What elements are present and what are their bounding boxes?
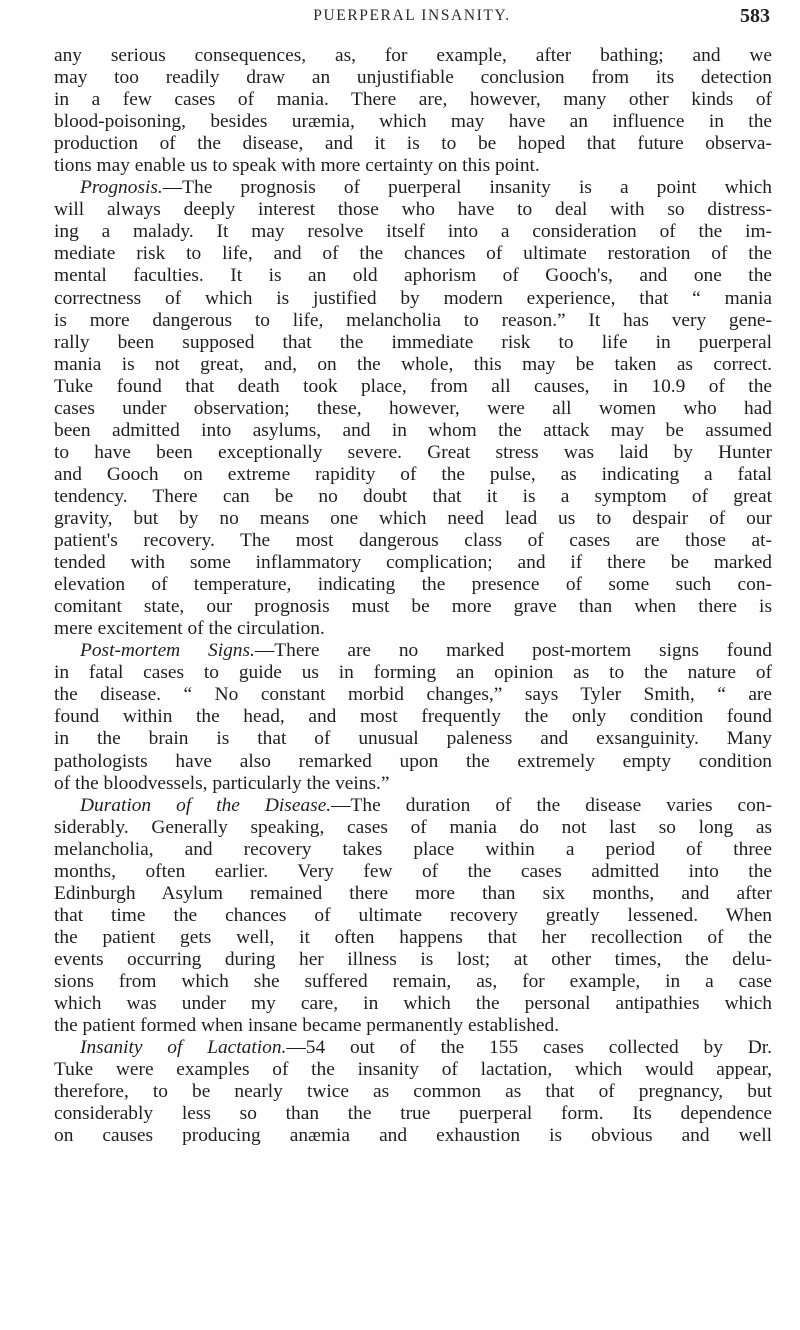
text-run: —The prognosis of puerperal insanity is a point which [162,177,772,199]
text-line: therefore, to be nearly twice as common as that of pregnancy, but [54,1081,772,1103]
page-number: 583 [740,5,770,27]
paragraph-insanity-of-lactation [54,1037,772,1147]
text-line: mediate risk to life, and of the chances of ultimate restoration of the [54,243,772,265]
text-line: comitant state, our prognosis must be more grave than when there is [54,596,772,618]
text-line: and Gooch on extreme rapidity of the pulse, as indicating a fatal [54,463,772,485]
text-line: siderably. Generally speaking, cases of mania do not last so long as [54,816,772,838]
text-line: been admitted into asylums, and in whom the attack may be assumed [54,419,772,441]
text-line: correctness of which is justified by modern experience, that “ mania [54,287,772,309]
text-run: —54 out of the 155 cases collected by Dr. [286,1037,772,1059]
text-line: patient's recovery. The most dangerous class of cases are those at- [54,530,772,552]
text-line [54,640,772,662]
text-line: pathologists have also remarked upon the extremely empty condition [54,750,772,772]
text-line: Edinburgh Asylum remained there more than six months, and after [54,882,772,904]
text-line: tions may enable us to speak with more certainty on this point. [54,155,540,177]
text-line: in fatal cases to guide us in forming an opinion as to the nature of [54,662,772,684]
text-line: the patient gets well, it often happens that her recollection of the [54,926,772,948]
running-title: PUERPERAL INSANITY. [313,7,511,24]
text-line: tended with some inflammatory complication; and if there be marked [54,552,772,574]
paragraph-prognosis [54,177,772,640]
text-line: found within the head, and most frequently the only condition found [54,706,772,728]
text-line: Tuke were examples of the insanity of lactation, which would appear, [54,1059,772,1081]
text-line [54,795,772,817]
text-run: —The duration of the disease varies con- [331,794,772,816]
text-line: blood-poisoning, besides uræmia, which may have an influence in the [54,111,772,133]
text-line: may too readily draw an unjustifiable conclusion from its detection [54,67,772,89]
body-text [54,45,772,1147]
text-line: events occurring during her illness is lost; at other times, the delu- [54,948,772,970]
text-line: the patient formed when insane became permanently established. [54,1015,560,1037]
text-line: the disease. “ No constant morbid changes,” says Tyler Smith, “ are [54,684,772,706]
section-heading-lactation: Insanity of Lactation. [80,1037,287,1059]
section-heading-post-mortem-signs: Post-mortem Signs. [80,640,255,662]
text-line: on causes producing anæmia and exhaustion is obvious and well [54,1125,772,1147]
text-line: cases under observation; these, however, were all women who had [54,397,772,419]
text-line: production of the disease, and it is to be hoped that future observa- [54,133,772,155]
text-line: any serious consequences, as, for example, after bathing; and we [54,45,772,66]
section-heading-prognosis: Prognosis. [80,177,163,199]
text-line: to have been exceptionally severe. Great stress was laid by Hunter [54,441,772,463]
text-line: in the brain is that of unusual paleness and exsanguinity. Many [54,728,772,750]
text-run: —There are no marked post-mortem signs found [254,640,772,662]
text-line: in a few cases of mania. There are, however, many other kinds of [54,89,772,111]
paragraph-post-mortem-signs [54,640,772,794]
text-line: sions from which she suffered remain, as, for example, in a case [54,970,772,992]
text-line: gravity, but by no means one which need lead us to despair of our [54,507,772,529]
text-line: rally been supposed that the immediate risk to life in puerperal [54,331,772,353]
text-line: elevation of temperature, indicating the presence of some such con- [54,574,772,596]
text-line: mental faculties. It is an old aphorism of Gooch's, and one the [54,265,772,287]
text-line: of the bloodvessels, particularly the veins.” [54,772,390,794]
text-line: will always deeply interest those who have to deal with so distress- [54,199,772,221]
text-line [54,177,772,199]
text-line: tendency. There can be no doubt that it is a symptom of great [54,485,772,507]
text-line: mere excitement of the circulation. [54,618,325,640]
text-line: ing a malady. It may resolve itself into a consideration of the im- [54,221,772,243]
text-line: is more dangerous to life, melancholia to reason.” It has very gene- [54,309,772,331]
paragraph-continuation [54,45,772,177]
text-line [54,1037,772,1059]
text-line: which was under my care, in which the personal antipathies which [54,993,772,1015]
text-line: mania is not great, and, on the whole, this may be taken as correct. [54,353,772,375]
text-line: considerably less so than the true puerperal form. Its dependence [54,1103,772,1125]
text-line: melancholia, and recovery takes place within a period of three [54,838,772,860]
text-line: months, often earlier. Very few of the cases admitted into the [54,860,772,882]
text-line: that time the chances of ultimate recovery greatly lessened. When [54,904,772,926]
section-heading-duration: Duration of the Disease. [80,794,332,816]
paragraph-duration-of-the-disease [54,795,772,1038]
text-line: Tuke found that death took place, from all causes, in 10.9 of the [54,375,772,397]
running-head [54,7,770,37]
